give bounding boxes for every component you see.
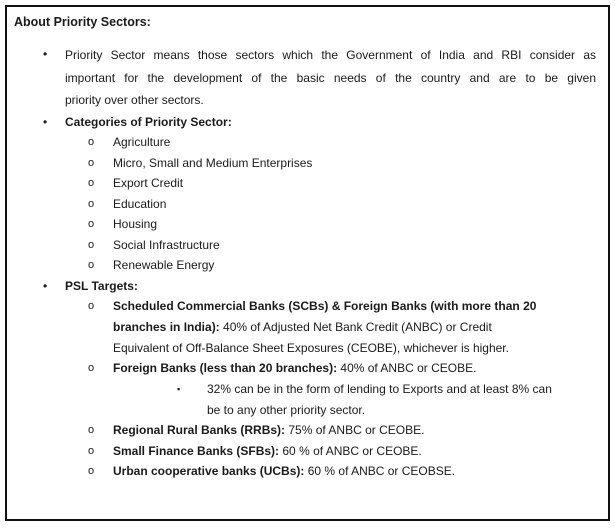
- category-label: Housing: [113, 217, 158, 231]
- circle-bullet-icon: o: [88, 465, 95, 478]
- psl-foreign-text: Foreign Banks (less than 20 branches): 40% of ANBC or CEOBE.: [113, 361, 477, 376]
- psl-item-foreign-note: [14, 379, 596, 421]
- circle-bullet-icon: o: [88, 197, 95, 210]
- list-item-intro: [14, 44, 596, 112]
- psl-foreign-note-line: be to any other priority sector.: [207, 402, 366, 417]
- circle-bullet-icon: o: [88, 362, 95, 375]
- psl-item-foreign: [14, 358, 596, 379]
- psl-item-rrb: [14, 420, 596, 441]
- psl-item-sfb: [14, 441, 596, 462]
- category-label: Micro, Small and Medium Enterprises: [113, 155, 313, 170]
- category-item: [14, 132, 596, 153]
- psl-scb-line: Equivalent of Off-Balance Sheet Exposures (CEOBE), whichever is higher.: [113, 340, 509, 355]
- circle-bullet-icon: o: [88, 156, 95, 169]
- category-item: [14, 235, 596, 256]
- intro-line: important for the development of the basic needs of the country and are to be given: [65, 70, 596, 85]
- category-label: Export Credit: [113, 176, 184, 190]
- bullet-icon: •: [43, 278, 48, 293]
- category-item: [14, 153, 596, 174]
- category-label: Agriculture: [113, 135, 171, 149]
- circle-bullet-icon: o: [88, 238, 95, 251]
- square-bullet-icon: ▪: [177, 383, 181, 394]
- psl-scb-line: Scheduled Commercial Banks (SCBs) & Foreign Banks (with more than 20: [113, 299, 537, 313]
- category-item: [14, 255, 596, 276]
- psl-rrb-text: Regional Rural Banks (RRBs): 75% of ANBC or CEOBE.: [113, 423, 425, 438]
- category-label: Renewable Energy: [113, 258, 215, 272]
- category-item: [14, 194, 596, 215]
- list-item-categories-heading: [14, 112, 596, 133]
- psl-sfb-text: Small Finance Banks (SFBs): 60 % of ANBC or CEOBE.: [113, 443, 422, 458]
- circle-bullet-icon: o: [88, 136, 95, 148]
- psl-scb-text: [113, 296, 596, 358]
- psl-item-scb: [14, 296, 596, 358]
- circle-bullet-icon: o: [88, 177, 95, 189]
- psl-scb-line: branches in India): 40% of Adjusted Net Bank Credit (ANBC) or Credit: [113, 319, 492, 334]
- psl-foreign-note-text: [207, 379, 596, 421]
- list-item-psl-heading: [14, 276, 596, 297]
- circle-bullet-icon: o: [88, 218, 95, 230]
- category-item: [14, 173, 596, 194]
- psl-item-ucb: [14, 461, 596, 482]
- bullet-icon: •: [43, 47, 48, 61]
- document-box: [5, 5, 610, 521]
- psl-heading: PSL Targets:: [65, 278, 138, 293]
- intro-line: Priority Sector means those sectors which the Government of India and RBI consider as: [65, 48, 596, 62]
- psl-ucb-text: Urban cooperative banks (UCBs): 60 % of ANBC or CEOBSE.: [113, 464, 456, 479]
- circle-bullet-icon: o: [88, 424, 95, 437]
- bullet-icon: •: [43, 114, 48, 129]
- category-label: Education: [113, 196, 167, 211]
- intro-text: [65, 44, 596, 112]
- intro-line: priority over other sectors.: [65, 93, 204, 107]
- page-title: About Priority Sectors:: [14, 15, 151, 29]
- circle-bullet-icon: o: [88, 444, 95, 457]
- psl-foreign-note-line: 32% can be in the form of lending to Exports and at least 8% can: [207, 381, 552, 396]
- category-label: Social Infrastructure: [113, 237, 220, 252]
- circle-bullet-icon: o: [88, 259, 95, 271]
- circle-bullet-icon: o: [88, 300, 95, 312]
- category-item: [14, 214, 596, 235]
- categories-heading: Categories of Priority Sector:: [65, 114, 232, 129]
